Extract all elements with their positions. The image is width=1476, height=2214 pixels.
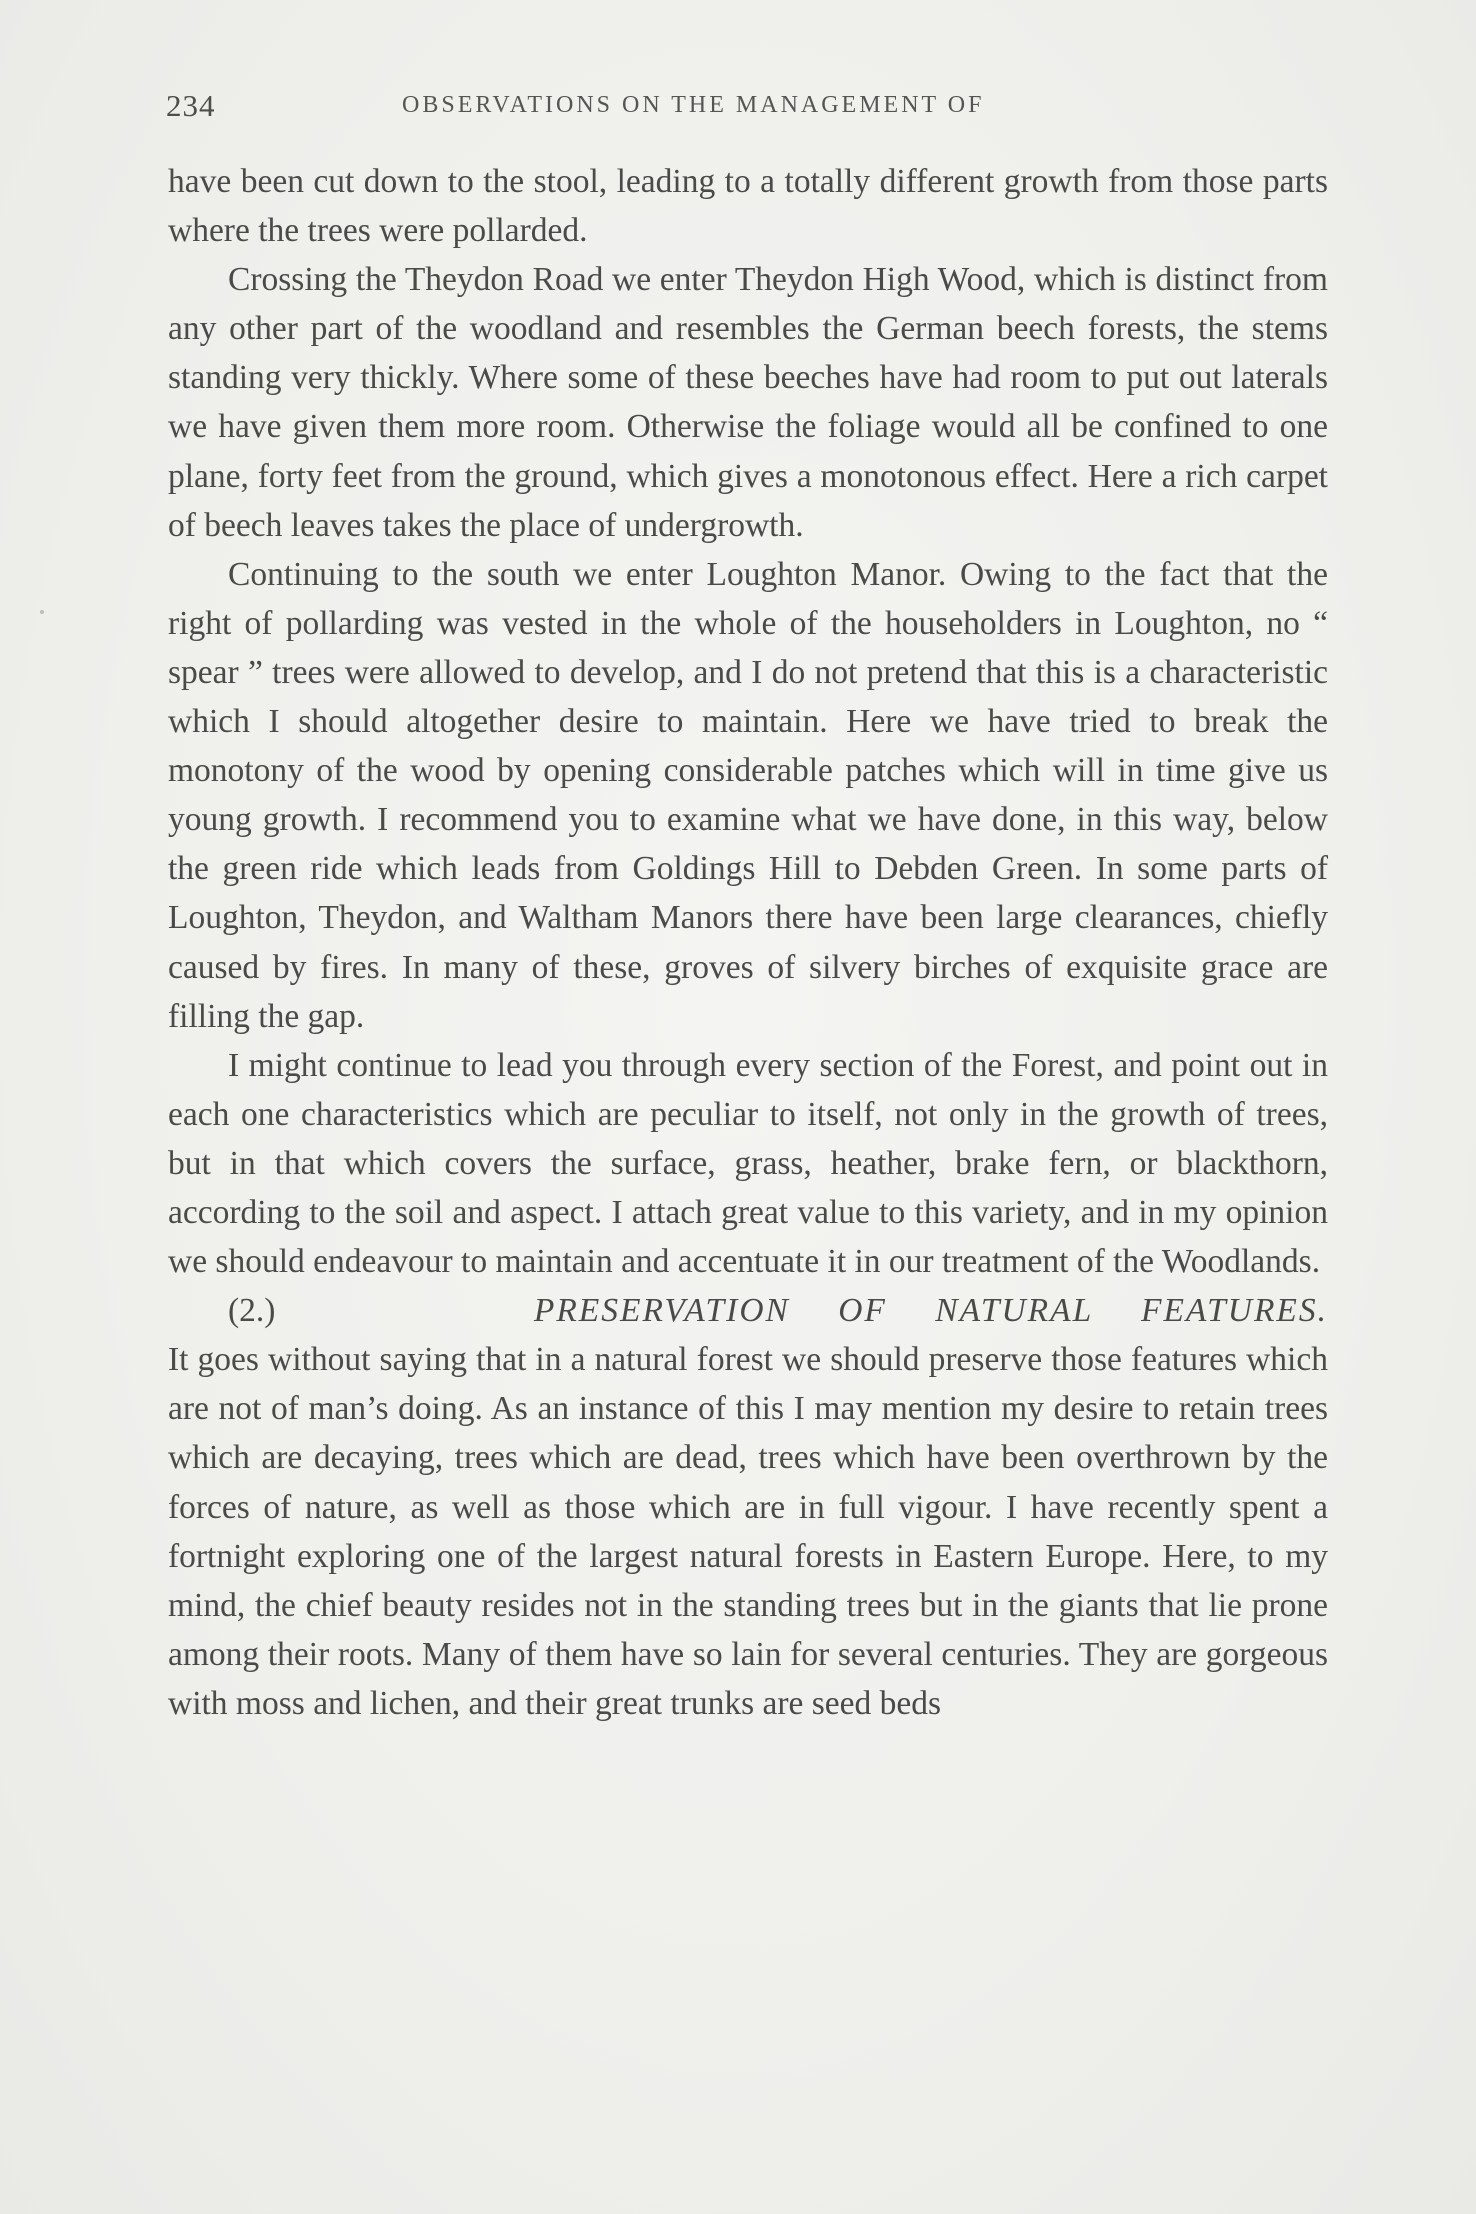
paragraph-theydon-high-wood: Crossing the Theydon Road we enter Theydon High Wood, which is distinct from any other part of the woodland and resembles the German beech forests, the stems standing very thickly. Where some of these beeches have had room to put out laterals we have given them more room. Otherwise the foliage would all be confined to one plane, forty feet from the ground, which gives a monotonous effect. Here a rich carpet of beech leaves takes the place of undergrowth. (168, 261, 1328, 544)
paragraph-natural-features: It goes without saying that in a natural forest we should preserve those features which are not of man’s doing. As an instance of this I may mention my desire to retain trees which are decaying, trees which are dead, trees which have been overthrown by the forces of nature, as well as those which are in full vigour. I have recently spent a fortnight exploring one of the largest natural forests in Eastern Europe. Here, to my mind, the chief beauty resides not in the standing trees but in the giants that lie prone among their roots. Many of them have so lain for several centuries. They are gorgeous with moss and lichen, and their great trunks are seed beds (168, 1341, 1328, 1722)
paragraph-continuation: have been cut down to the stool, leading to a totally different growth from those parts where the trees were pollarded. (168, 163, 1328, 250)
section-number: (2.) (228, 1292, 276, 1330)
page-number: 234 (166, 88, 216, 123)
running-title: OBSERVATIONS ON THE MANAGEMENT OF (402, 92, 985, 118)
paragraph-loughton-manor: Continuing to the south we enter Loughton Manor. Owing to the fact that the right of pollarding was vested in the whole of the householders in Loughton, no “ spear ” trees were allowed to develop, and I do not pretend that this is a characteristic which I should altogether desire to maintain. Here we have tried to break the monotony of the wood by opening considerable patches which will in time give us young growth. I recommend you to examine what we have done, in this way, below the green ride which leads from Goldings Hill to Debden Green. In some parts of Loughton, Theydon, and Waltham Manors there have been large clearances, chiefly caused by fires. In many of these, groves of silvery birches of exquisite grace are filling the gap. (168, 555, 1328, 1035)
running-head (166, 88, 1326, 128)
paper-speck (40, 610, 44, 614)
section-heading (168, 1286, 1328, 1335)
body-text (168, 157, 1328, 1728)
paragraph-forest-variety: I might continue to lead you through every section of the Forest, and point out in each one characteristics which are peculiar to itself, not only in the growth of trees, but in that which covers the surface, grass, heather, brake fern, or blackthorn, according to the soil and aspect. I attach great value to this variety, and in my opinion we should endeavour to maintain and accentuate it in our treatment of the Woodlands. (168, 1046, 1328, 1281)
section-title: PRESERVATION OF NATURAL FEATURES. (533, 1292, 1328, 1330)
